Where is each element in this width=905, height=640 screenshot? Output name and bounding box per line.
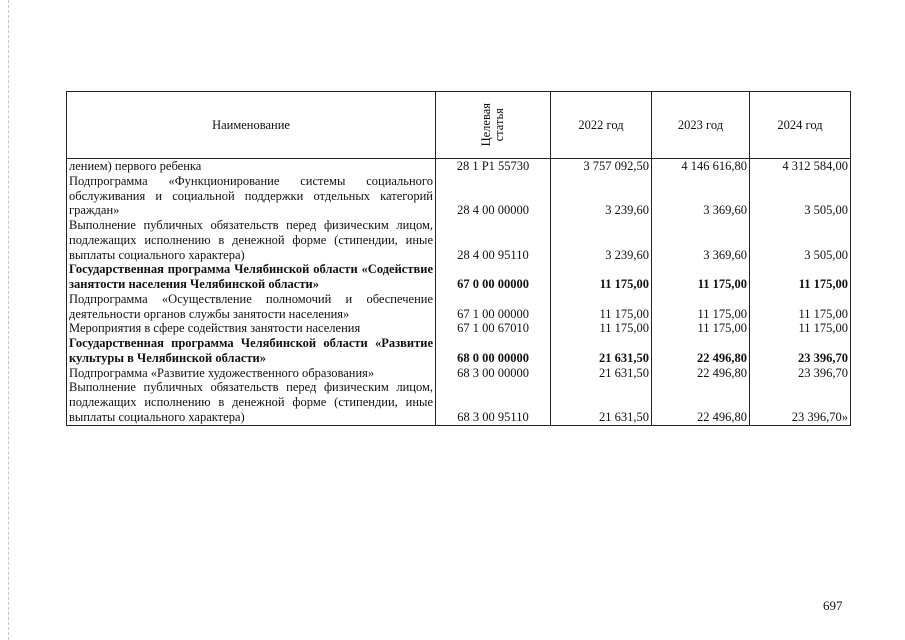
cell-name: Выполнение публичных обязательств перед физическим лицом, подлежащих исполнению в денежной форме (стипендии, иные выплаты социального характера)	[67, 380, 436, 425]
table-row	[67, 218, 851, 262]
cell-2024: 3 505,00	[750, 218, 851, 262]
table-row	[67, 321, 851, 336]
table-row	[67, 262, 851, 292]
cell-2022: 11 175,00	[551, 262, 652, 292]
table-row	[67, 380, 851, 425]
header-2022: 2022 год	[551, 92, 652, 159]
cell-2024: 4 312 584,00	[750, 159, 851, 174]
cell-name: Мероприятия в сфере содействия занятости населения	[67, 321, 436, 336]
cell-code: 28 4 00 00000	[436, 174, 551, 218]
cell-code: 68 3 00 95110	[436, 380, 551, 425]
budget-table	[66, 91, 851, 426]
cell-2023: 22 496,80	[652, 366, 750, 381]
cell-2023: 3 369,60	[652, 174, 750, 218]
scan-margin-line	[8, 0, 9, 640]
table-row	[67, 336, 851, 366]
cell-name: Государственная программа Челябинской области «Содействие занятости населения Челябинской области»	[67, 262, 436, 292]
cell-2024: 11 175,00	[750, 292, 851, 322]
cell-2022: 11 175,00	[551, 292, 652, 322]
header-name: Наименование	[67, 92, 436, 159]
cell-2023: 22 496,80	[652, 380, 750, 425]
cell-code: 28 1 Р1 55730	[436, 159, 551, 174]
cell-name: Подпрограмма «Функционирование системы социального обслуживания и социальной поддержки отдельных категорий граждан»	[67, 174, 436, 218]
cell-code: 67 1 00 00000	[436, 292, 551, 322]
cell-name: Подпрограмма «Осуществление полномочий и обеспечение деятельности органов службы занятости населения»	[67, 292, 436, 322]
cell-code: 68 0 00 00000	[436, 336, 551, 366]
cell-name: Выполнение публичных обязательств перед физическим лицом, подлежащих исполнению в денежной форме (стипендии, иные выплаты социального характера)	[67, 218, 436, 262]
table-row	[67, 366, 851, 381]
cell-2022: 11 175,00	[551, 321, 652, 336]
page-number: 697	[823, 598, 843, 613]
header-2024: 2024 год	[750, 92, 851, 159]
cell-2024: 23 396,70»	[750, 380, 851, 425]
cell-2024: 11 175,00	[750, 262, 851, 292]
cell-2023: 3 369,60	[652, 218, 750, 262]
cell-code: 28 4 00 95110	[436, 218, 551, 262]
cell-2023: 11 175,00	[652, 292, 750, 322]
cell-2024: 11 175,00	[750, 321, 851, 336]
cell-2022: 21 631,50	[551, 380, 652, 425]
cell-2024: 3 505,00	[750, 174, 851, 218]
header-2023: 2023 год	[652, 92, 750, 159]
cell-2022: 3 239,60	[551, 218, 652, 262]
cell-2022: 21 631,50	[551, 336, 652, 366]
table-row	[67, 159, 851, 174]
header-code	[436, 92, 551, 159]
cell-name: лением) первого ребенка	[67, 159, 436, 174]
cell-2022: 21 631,50	[551, 366, 652, 381]
cell-2022: 3 239,60	[551, 174, 652, 218]
cell-2024: 23 396,70	[750, 336, 851, 366]
cell-code: 67 0 00 00000	[436, 262, 551, 292]
cell-2023: 22 496,80	[652, 336, 750, 366]
cell-name: Подпрограмма «Развитие художественного образования»	[67, 366, 436, 381]
cell-2023: 4 146 616,80	[652, 159, 750, 174]
cell-code: 68 3 00 00000	[436, 366, 551, 381]
cell-2024: 23 396,70	[750, 366, 851, 381]
table-row	[67, 292, 851, 322]
cell-2022: 3 757 092,50	[551, 159, 652, 174]
cell-name: Государственная программа Челябинской области «Развитие культуры в Челябинской области»	[67, 336, 436, 366]
cell-2023: 11 175,00	[652, 321, 750, 336]
cell-2023: 11 175,00	[652, 262, 750, 292]
header-code-label: Целевая статья	[478, 103, 506, 147]
table-row	[67, 174, 851, 218]
cell-code: 67 1 00 67010	[436, 321, 551, 336]
table-header-row	[67, 92, 851, 159]
